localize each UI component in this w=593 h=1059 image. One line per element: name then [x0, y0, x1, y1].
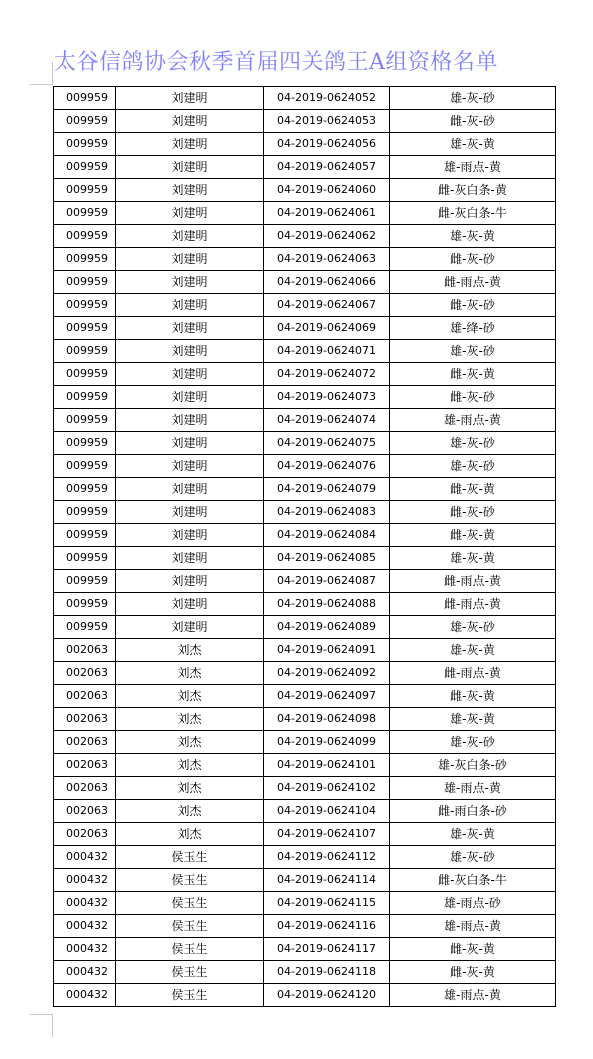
table-row — [54, 271, 556, 294]
member-id-cell: 000432 — [54, 846, 116, 869]
ring-number-cell: 04-2019-0624107 — [264, 823, 390, 846]
pigeon-description-cell: 雄-灰-黄 — [390, 708, 556, 731]
pigeon-description-cell: 雄-灰-黄 — [390, 823, 556, 846]
table-row — [54, 639, 556, 662]
member-id-cell: 009959 — [54, 386, 116, 409]
pigeon-description-cell: 雌-雨点-黄 — [390, 593, 556, 616]
ring-number-cell: 04-2019-0624114 — [264, 869, 390, 892]
table-row — [54, 294, 556, 317]
pigeon-description-cell: 雌-灰-黄 — [390, 524, 556, 547]
document-title: 太谷信鸽协会秋季首届四关鸽王A组资格名单 — [54, 50, 498, 75]
owner-name-cell: 刘建明 — [116, 616, 264, 639]
ring-number-cell: 04-2019-0624076 — [264, 455, 390, 478]
member-id-cell: 009959 — [54, 225, 116, 248]
pigeon-description-cell: 雌-灰-砂 — [390, 110, 556, 133]
ring-number-cell: 04-2019-0624083 — [264, 501, 390, 524]
member-id-cell: 009959 — [54, 432, 116, 455]
ring-number-cell: 04-2019-0624115 — [264, 892, 390, 915]
table-row — [54, 984, 556, 1007]
owner-name-cell: 刘建明 — [116, 225, 264, 248]
table-row — [54, 110, 556, 133]
owner-name-cell: 刘杰 — [116, 754, 264, 777]
member-id-cell: 009959 — [54, 179, 116, 202]
table-row — [54, 662, 556, 685]
pigeon-description-cell: 雌-雨点-黄 — [390, 662, 556, 685]
page-corner-mark-bottom — [30, 1014, 53, 1037]
owner-name-cell: 刘建明 — [116, 570, 264, 593]
owner-name-cell: 刘建明 — [116, 87, 264, 110]
table-row — [54, 248, 556, 271]
pigeon-description-cell: 雄-灰-黄 — [390, 639, 556, 662]
member-id-cell: 009959 — [54, 110, 116, 133]
member-id-cell: 009959 — [54, 317, 116, 340]
member-id-cell: 002063 — [54, 731, 116, 754]
ring-number-cell: 04-2019-0624053 — [264, 110, 390, 133]
owner-name-cell: 刘杰 — [116, 685, 264, 708]
member-id-cell: 009959 — [54, 616, 116, 639]
table-row — [54, 478, 556, 501]
table-row — [54, 869, 556, 892]
ring-number-cell: 04-2019-0624098 — [264, 708, 390, 731]
owner-name-cell: 刘建明 — [116, 501, 264, 524]
member-id-cell: 002063 — [54, 685, 116, 708]
ring-number-cell: 04-2019-0624104 — [264, 800, 390, 823]
member-id-cell: 002063 — [54, 708, 116, 731]
table-row — [54, 179, 556, 202]
pigeon-description-cell: 雌-灰-黄 — [390, 478, 556, 501]
ring-number-cell: 04-2019-0624073 — [264, 386, 390, 409]
table-row — [54, 386, 556, 409]
owner-name-cell: 刘杰 — [116, 731, 264, 754]
owner-name-cell: 刘杰 — [116, 662, 264, 685]
ring-number-cell: 04-2019-0624067 — [264, 294, 390, 317]
member-id-cell: 000432 — [54, 961, 116, 984]
member-id-cell: 009959 — [54, 409, 116, 432]
table-row — [54, 846, 556, 869]
ring-number-cell: 04-2019-0624102 — [264, 777, 390, 800]
pigeon-description-cell: 雄-绛-砂 — [390, 317, 556, 340]
owner-name-cell: 刘建明 — [116, 524, 264, 547]
member-id-cell: 009959 — [54, 87, 116, 110]
owner-name-cell: 刘建明 — [116, 432, 264, 455]
member-id-cell: 009959 — [54, 363, 116, 386]
ring-number-cell: 04-2019-0624117 — [264, 938, 390, 961]
member-id-cell: 002063 — [54, 662, 116, 685]
owner-name-cell: 刘建明 — [116, 363, 264, 386]
table-row — [54, 202, 556, 225]
ring-number-cell: 04-2019-0624056 — [264, 133, 390, 156]
pigeon-description-cell: 雄-灰-砂 — [390, 340, 556, 363]
ring-number-cell: 04-2019-0624075 — [264, 432, 390, 455]
owner-name-cell: 侯玉生 — [116, 984, 264, 1007]
ring-number-cell: 04-2019-0624052 — [264, 87, 390, 110]
ring-number-cell: 04-2019-0624066 — [264, 271, 390, 294]
ring-number-cell: 04-2019-0624088 — [264, 593, 390, 616]
member-id-cell: 009959 — [54, 202, 116, 225]
table-row — [54, 938, 556, 961]
pigeon-description-cell: 雌-雨点-黄 — [390, 271, 556, 294]
pigeon-description-cell: 雌-灰-黄 — [390, 961, 556, 984]
table-row — [54, 685, 556, 708]
member-id-cell: 009959 — [54, 570, 116, 593]
owner-name-cell: 刘建明 — [116, 317, 264, 340]
owner-name-cell: 刘建明 — [116, 455, 264, 478]
pigeon-description-cell: 雌-雨点-黄 — [390, 570, 556, 593]
ring-number-cell: 04-2019-0624097 — [264, 685, 390, 708]
member-id-cell: 009959 — [54, 455, 116, 478]
member-id-cell: 002063 — [54, 823, 116, 846]
table-row — [54, 708, 556, 731]
owner-name-cell: 刘杰 — [116, 823, 264, 846]
ring-number-cell: 04-2019-0624091 — [264, 639, 390, 662]
table-row — [54, 800, 556, 823]
table-row — [54, 432, 556, 455]
ring-number-cell: 04-2019-0624071 — [264, 340, 390, 363]
pigeon-description-cell: 雄-雨点-黄 — [390, 409, 556, 432]
pigeon-description-cell: 雌-灰白条-牛 — [390, 202, 556, 225]
table-row — [54, 501, 556, 524]
owner-name-cell: 刘建明 — [116, 202, 264, 225]
owner-name-cell: 刘建明 — [116, 110, 264, 133]
pigeon-description-cell: 雄-灰-黄 — [390, 133, 556, 156]
member-id-cell: 000432 — [54, 869, 116, 892]
table-row — [54, 570, 556, 593]
member-id-cell: 002063 — [54, 754, 116, 777]
pigeon-description-cell: 雄-灰-砂 — [390, 731, 556, 754]
pigeon-description-cell: 雄-雨点-黄 — [390, 777, 556, 800]
table-row — [54, 892, 556, 915]
member-id-cell: 009959 — [54, 271, 116, 294]
pigeon-description-cell: 雌-灰白条-黄 — [390, 179, 556, 202]
table-row — [54, 731, 556, 754]
owner-name-cell: 刘建明 — [116, 593, 264, 616]
ring-number-cell: 04-2019-0624092 — [264, 662, 390, 685]
ring-number-cell: 04-2019-0624112 — [264, 846, 390, 869]
table-row — [54, 961, 556, 984]
ring-number-cell: 04-2019-0624062 — [264, 225, 390, 248]
page-corner-mark-top — [30, 62, 53, 85]
table-row — [54, 409, 556, 432]
ring-number-cell: 04-2019-0624099 — [264, 731, 390, 754]
ring-number-cell: 04-2019-0624060 — [264, 179, 390, 202]
member-id-cell: 002063 — [54, 800, 116, 823]
member-id-cell: 009959 — [54, 156, 116, 179]
ring-number-cell: 04-2019-0624069 — [264, 317, 390, 340]
owner-name-cell: 侯玉生 — [116, 846, 264, 869]
member-id-cell: 009959 — [54, 133, 116, 156]
ring-number-cell: 04-2019-0624084 — [264, 524, 390, 547]
owner-name-cell: 刘建明 — [116, 340, 264, 363]
member-id-cell: 009959 — [54, 340, 116, 363]
owner-name-cell: 刘杰 — [116, 708, 264, 731]
ring-number-cell: 04-2019-0624116 — [264, 915, 390, 938]
owner-name-cell: 刘建明 — [116, 386, 264, 409]
owner-name-cell: 刘建明 — [116, 156, 264, 179]
pigeon-description-cell: 雄-灰-砂 — [390, 87, 556, 110]
member-id-cell: 009959 — [54, 547, 116, 570]
owner-name-cell: 侯玉生 — [116, 961, 264, 984]
ring-number-cell: 04-2019-0624118 — [264, 961, 390, 984]
owner-name-cell: 刘建明 — [116, 547, 264, 570]
pigeon-description-cell: 雄-雨点-黄 — [390, 915, 556, 938]
owner-name-cell: 刘建明 — [116, 179, 264, 202]
pigeon-description-cell: 雄-灰-砂 — [390, 846, 556, 869]
ring-number-cell: 04-2019-0624120 — [264, 984, 390, 1007]
ring-number-cell: 04-2019-0624072 — [264, 363, 390, 386]
table-row — [54, 455, 556, 478]
ring-number-cell: 04-2019-0624057 — [264, 156, 390, 179]
table-row — [54, 593, 556, 616]
table-row — [54, 754, 556, 777]
member-id-cell: 002063 — [54, 639, 116, 662]
owner-name-cell: 刘建明 — [116, 294, 264, 317]
pigeon-description-cell: 雌-灰-黄 — [390, 685, 556, 708]
pigeon-description-cell: 雌-灰-砂 — [390, 294, 556, 317]
ring-number-cell: 04-2019-0624061 — [264, 202, 390, 225]
pigeon-description-cell: 雄-灰-砂 — [390, 455, 556, 478]
owner-name-cell: 刘建明 — [116, 271, 264, 294]
owner-name-cell: 侯玉生 — [116, 892, 264, 915]
owner-name-cell: 侯玉生 — [116, 938, 264, 961]
pigeon-description-cell: 雄-灰-砂 — [390, 616, 556, 639]
member-id-cell: 009959 — [54, 294, 116, 317]
ring-number-cell: 04-2019-0624074 — [264, 409, 390, 432]
table-row — [54, 363, 556, 386]
member-id-cell: 000432 — [54, 892, 116, 915]
table-row — [54, 340, 556, 363]
owner-name-cell: 刘杰 — [116, 800, 264, 823]
pigeon-description-cell: 雌-灰白条-牛 — [390, 869, 556, 892]
pigeon-description-cell: 雌-雨白条-砂 — [390, 800, 556, 823]
pigeon-description-cell: 雄-灰白条-砂 — [390, 754, 556, 777]
owner-name-cell: 刘杰 — [116, 639, 264, 662]
qualification-table — [53, 86, 556, 1007]
pigeon-description-cell: 雄-雨点-黄 — [390, 984, 556, 1007]
ring-number-cell: 04-2019-0624101 — [264, 754, 390, 777]
ring-number-cell: 04-2019-0624063 — [264, 248, 390, 271]
pigeon-description-cell: 雌-灰-砂 — [390, 248, 556, 271]
owner-name-cell: 刘建明 — [116, 409, 264, 432]
pigeon-description-cell: 雌-灰-砂 — [390, 386, 556, 409]
pigeon-description-cell: 雌-灰-黄 — [390, 363, 556, 386]
pigeon-description-cell: 雄-灰-砂 — [390, 432, 556, 455]
pigeon-description-cell: 雌-灰-黄 — [390, 938, 556, 961]
member-id-cell: 000432 — [54, 915, 116, 938]
member-id-cell: 009959 — [54, 248, 116, 271]
member-id-cell: 009959 — [54, 524, 116, 547]
member-id-cell: 002063 — [54, 777, 116, 800]
table-row — [54, 616, 556, 639]
table-row — [54, 547, 556, 570]
member-id-cell: 009959 — [54, 478, 116, 501]
owner-name-cell: 刘建明 — [116, 248, 264, 271]
table-row — [54, 225, 556, 248]
member-id-cell: 000432 — [54, 938, 116, 961]
member-id-cell: 009959 — [54, 501, 116, 524]
table-row — [54, 317, 556, 340]
table-row — [54, 823, 556, 846]
owner-name-cell: 侯玉生 — [116, 915, 264, 938]
pigeon-description-cell: 雄-灰-黄 — [390, 225, 556, 248]
member-id-cell: 009959 — [54, 593, 116, 616]
pigeon-description-cell: 雄-雨点-黄 — [390, 156, 556, 179]
table-row — [54, 524, 556, 547]
ring-number-cell: 04-2019-0624079 — [264, 478, 390, 501]
ring-number-cell: 04-2019-0624089 — [264, 616, 390, 639]
qualification-table-body — [54, 87, 556, 1007]
table-row — [54, 133, 556, 156]
owner-name-cell: 侯玉生 — [116, 869, 264, 892]
table-row — [54, 87, 556, 110]
ring-number-cell: 04-2019-0624087 — [264, 570, 390, 593]
owner-name-cell: 刘建明 — [116, 478, 264, 501]
owner-name-cell: 刘建明 — [116, 133, 264, 156]
pigeon-description-cell: 雄-雨点-砂 — [390, 892, 556, 915]
table-row — [54, 777, 556, 800]
owner-name-cell: 刘杰 — [116, 777, 264, 800]
member-id-cell: 000432 — [54, 984, 116, 1007]
table-row — [54, 915, 556, 938]
pigeon-description-cell: 雌-灰-砂 — [390, 501, 556, 524]
ring-number-cell: 04-2019-0624085 — [264, 547, 390, 570]
table-row — [54, 156, 556, 179]
pigeon-description-cell: 雄-灰-黄 — [390, 547, 556, 570]
